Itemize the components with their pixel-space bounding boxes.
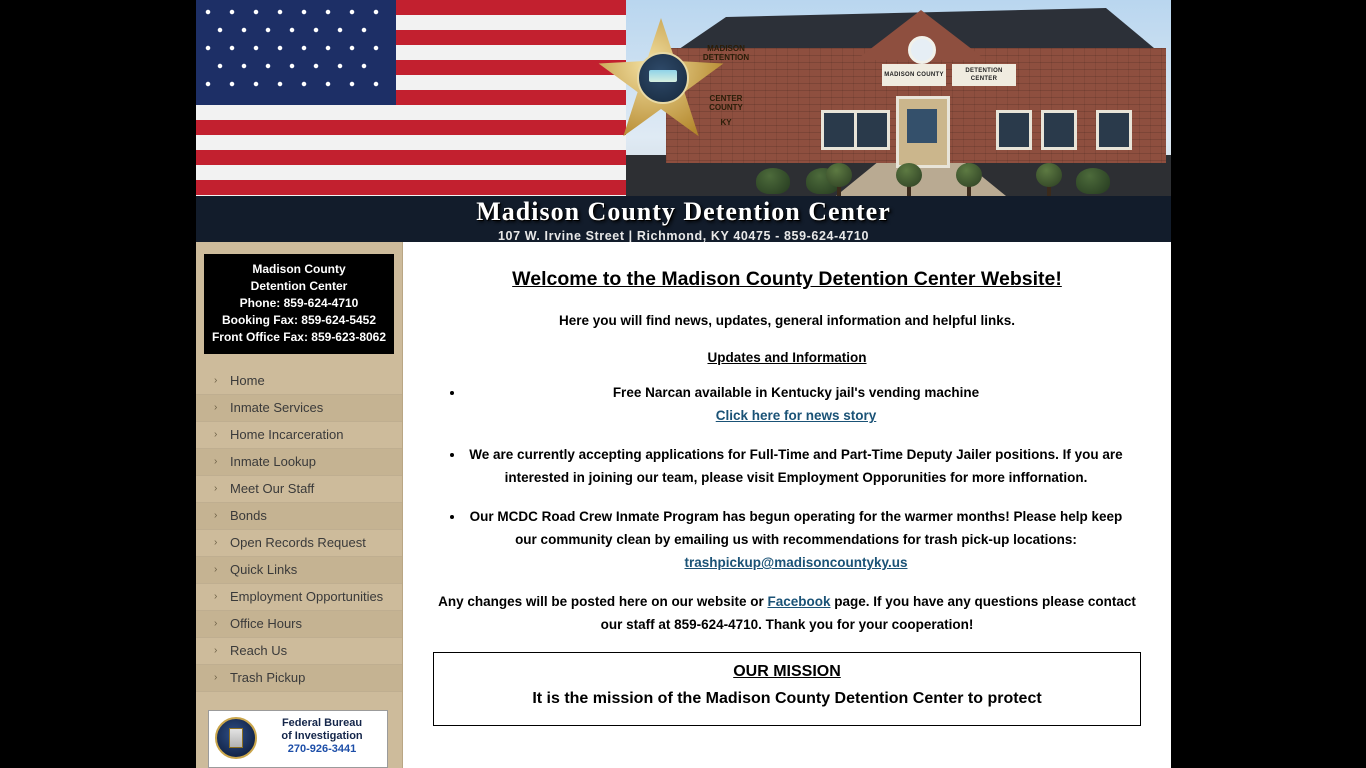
sidebar-item-label: Bonds xyxy=(230,508,267,523)
chevron-right-icon: › xyxy=(214,375,218,386)
fbi-line-2: of Investigation xyxy=(281,730,363,742)
chevron-right-icon: › xyxy=(214,672,218,683)
sidebar-item-label: Home Incarceration xyxy=(230,427,344,442)
sidebar-item-label: Quick Links xyxy=(230,562,298,577)
sidebar-item-reach-us[interactable] xyxy=(196,638,402,665)
contact-name-line2: Detention Center xyxy=(250,279,348,293)
fbi-seal-icon xyxy=(215,717,257,759)
sidebar-item-inmate-services[interactable] xyxy=(196,395,402,422)
sidebar-item-label: Trash Pickup xyxy=(230,670,306,685)
chevron-right-icon: › xyxy=(214,645,218,656)
tree xyxy=(956,162,982,196)
contact-info-box xyxy=(204,254,394,354)
fbi-phone: 270-926-3441 xyxy=(287,743,357,755)
building-entrance-door xyxy=(896,96,950,168)
badge-line-3: CENTER xyxy=(709,94,743,103)
updates-heading: Updates and Information xyxy=(707,350,867,365)
badge-line-1: MADISON xyxy=(707,44,745,53)
chevron-right-icon: › xyxy=(214,483,218,494)
chevron-right-icon: › xyxy=(214,537,218,548)
sidebar-item-open-records-request[interactable] xyxy=(196,530,402,557)
sidebar-item-label: Reach Us xyxy=(230,643,288,658)
fbi-tip-line-box[interactable] xyxy=(208,710,388,768)
chevron-right-icon: › xyxy=(214,402,218,413)
mission-title: OUR MISSION xyxy=(733,663,841,680)
mission-text: It is the mission of the Madison County Detention Center to protect xyxy=(532,690,1042,707)
badge-line-5: KY xyxy=(720,118,732,127)
building-sign-left: MADISON COUNTY xyxy=(882,64,946,86)
building-window xyxy=(996,110,1032,150)
intro-text: Here you will find news, updates, general information and helpful links. xyxy=(558,313,1016,328)
sidebar-nav xyxy=(196,368,402,692)
badge-line-2: DETENTION xyxy=(702,53,750,62)
tree xyxy=(826,162,852,196)
closing-text-before: Any changes will be posted here on our website or xyxy=(438,594,768,609)
tree xyxy=(896,162,922,196)
detention-center-badge-icon xyxy=(596,18,750,148)
fbi-line-1: Federal Bureau xyxy=(281,717,363,729)
building-window xyxy=(1041,110,1077,150)
chevron-right-icon: › xyxy=(214,564,218,575)
building-window xyxy=(821,110,857,150)
tree xyxy=(1036,162,1062,196)
building-window xyxy=(854,110,890,150)
narcan-news-text: Free Narcan available in Kentucky jail's vending machine xyxy=(612,385,980,400)
contact-phone: Phone: 859-624-4710 xyxy=(239,296,359,310)
road-crew-program-text: Our MCDC Road Crew Inmate Program has begun operating for the warmer months! Please help keep our community clean by emailing us with recommendations for trash pick-up locations: xyxy=(469,509,1123,547)
updates-list xyxy=(447,381,1127,574)
mission-statement-box xyxy=(433,652,1141,726)
sidebar-item-label: Office Hours xyxy=(230,616,303,631)
sidebar-item-home[interactable] xyxy=(196,368,402,395)
sidebar-item-inmate-lookup[interactable] xyxy=(196,449,402,476)
contact-booking-fax: Booking Fax: 859-624-5452 xyxy=(221,313,377,327)
sidebar-item-quick-links[interactable] xyxy=(196,557,402,584)
facebook-link[interactable]: Facebook xyxy=(767,594,831,609)
sidebar-item-meet-our-staff[interactable] xyxy=(196,476,402,503)
trash-pickup-email-link[interactable]: trashpickup@madisoncountyky.us xyxy=(684,555,908,570)
closing-paragraph xyxy=(435,590,1139,636)
sidebar-item-employment-opportunities[interactable] xyxy=(196,584,402,611)
chevron-right-icon: › xyxy=(214,429,218,440)
shrub xyxy=(756,168,790,194)
site-title: Madison County Detention Center xyxy=(476,197,891,226)
main-content xyxy=(403,242,1171,768)
list-item xyxy=(465,443,1127,489)
page-title: Welcome to the Madison County Detention Center Website! xyxy=(512,268,1062,290)
building-window xyxy=(1096,110,1132,150)
badge-text xyxy=(596,18,750,148)
deputy-jailer-hiring-text: We are currently accepting applications for Full-Time and Part-Time Deputy Jailer positions. If you are interested in joining our team, please visit Employment Opporunities for more inffornation. xyxy=(469,447,1123,485)
sidebar-item-trash-pickup[interactable] xyxy=(196,665,402,692)
sidebar-item-label: Inmate Lookup xyxy=(230,454,317,469)
sidebar-item-label: Open Records Request xyxy=(230,535,366,550)
building-sign-right: DETENTION CENTER xyxy=(952,64,1016,86)
american-flag-image xyxy=(196,0,626,196)
fbi-text xyxy=(257,717,387,756)
sidebar-item-label: Inmate Services xyxy=(230,400,324,415)
news-story-link[interactable]: Click here for news story xyxy=(715,408,877,423)
sidebar-item-label: Meet Our Staff xyxy=(230,481,315,496)
sidebar xyxy=(196,242,403,768)
site-banner xyxy=(196,0,1171,242)
list-item xyxy=(465,381,1127,427)
chevron-right-icon: › xyxy=(214,510,218,521)
contact-front-office-fax: Front Office Fax: 859-623-8062 xyxy=(211,330,387,344)
chevron-right-icon: › xyxy=(214,618,218,629)
list-item xyxy=(465,505,1127,574)
shrub xyxy=(1076,168,1110,194)
content-wrapper xyxy=(196,242,1171,768)
sidebar-item-bonds[interactable] xyxy=(196,503,402,530)
chevron-right-icon: › xyxy=(214,456,218,467)
contact-name-line1: Madison County xyxy=(252,262,346,276)
banner-title-bar xyxy=(196,196,1171,242)
badge-line-4: COUNTY xyxy=(709,103,743,112)
site-address: 107 W. Irvine Street | Richmond, KY 40475 - 859-624-4710 xyxy=(497,229,870,242)
sidebar-item-home-incarceration[interactable] xyxy=(196,422,402,449)
chevron-right-icon: › xyxy=(214,591,218,602)
closing-text-after: page. If you have any questions please contact our staff at 859-624-4710. Thank you for your cooperation! xyxy=(600,594,1136,632)
banner-photo xyxy=(196,0,1171,196)
sidebar-item-office-hours[interactable] xyxy=(196,611,402,638)
sidebar-item-label: Home xyxy=(230,373,265,388)
sidebar-item-label: Employment Opportunities xyxy=(230,589,384,604)
round-window-icon xyxy=(908,36,936,64)
